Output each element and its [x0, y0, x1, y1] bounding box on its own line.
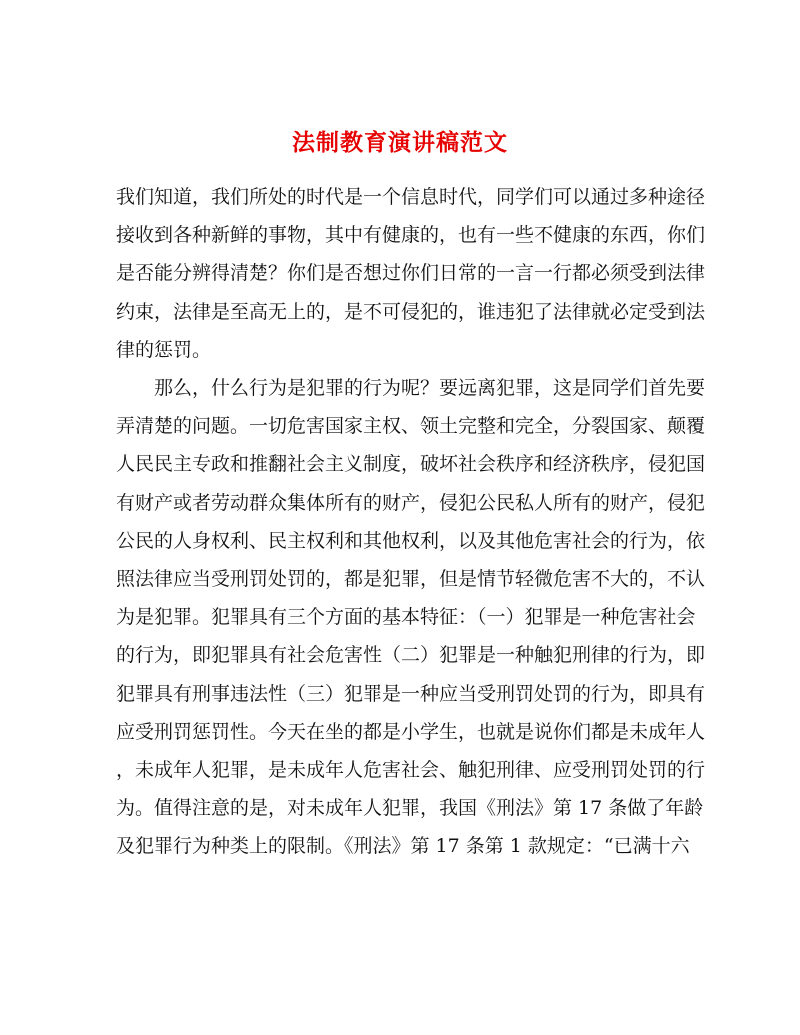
paragraph-line: 公民的人身权利、民主权利和其他权利，以及其他危害社会的行为，依	[116, 529, 706, 552]
document-body	[116, 178, 706, 866]
paragraph-2	[116, 369, 706, 866]
paragraph-line: 的行为，即犯罪具有社会危害性（二）犯罪是一种触犯刑律的行为，即	[116, 644, 706, 667]
paragraph-line: 应受刑罚惩罚性。今天在坐的都是小学生，也就是说你们都是未成年人	[116, 720, 706, 743]
paragraph-line: 我们知道，我们所处的时代是一个信息时代，同学们可以通过多种途径	[116, 186, 706, 208]
document-title: 法制教育演讲稿范文	[292, 129, 508, 157]
paragraph-line: 照法律应当受刑罚处罚的，都是犯罪，但是情节轻微危害不大的，不认	[116, 568, 706, 591]
paragraph-line: 约束，法律是至高无上的，是不可侵犯的，谁违犯了法律就必定受到法	[116, 300, 706, 323]
paragraph-line: 那么，什么行为是犯罪的行为呢？要远离犯罪，这是同学们首先要	[154, 377, 706, 400]
paragraph-line: 犯罪具有刑事违法性（三）犯罪是一种应当受刑罚处罚的行为，即具有	[116, 682, 706, 705]
paragraph-line: 及犯罪行为种类上的限制。《刑法》第 17 条第 1 款规定：“已满十六	[116, 835, 690, 858]
paragraph-line: 为。值得注意的是，对未成年人犯罪，我国《刑法》第 17 条做了年龄	[116, 797, 704, 820]
paragraph-line: 弄清楚的问题。一切危害国家主权、领土完整和完全，分裂国家、颠覆	[116, 415, 706, 438]
paragraph-line: 是否能分辨得清楚？你们是否想过你们日常的一言一行都必须受到法律	[116, 262, 706, 285]
paragraph-1	[116, 178, 706, 369]
paragraph-line: 为是犯罪。犯罪具有三个方面的基本特征：（一）犯罪是一种危害社会	[116, 606, 696, 629]
paragraph-line: 人民民主专政和推翻社会主义制度，破坏社会秩序和经济秩序，侵犯国	[116, 453, 706, 476]
paragraph-line: 律的惩罚。	[116, 338, 212, 361]
paragraph-line: ，未成年人犯罪，是未成年人危害社会、触犯刑律、应受刑罚处罚的行	[116, 759, 706, 782]
paragraph-line: 有财产或者劳动群众集体所有的财产，侵犯公民私人所有的财产，侵犯	[116, 491, 706, 514]
paragraph-line: 接收到各种新鲜的事物，其中有健康的，也有一些不健康的东西，你们	[116, 224, 706, 247]
